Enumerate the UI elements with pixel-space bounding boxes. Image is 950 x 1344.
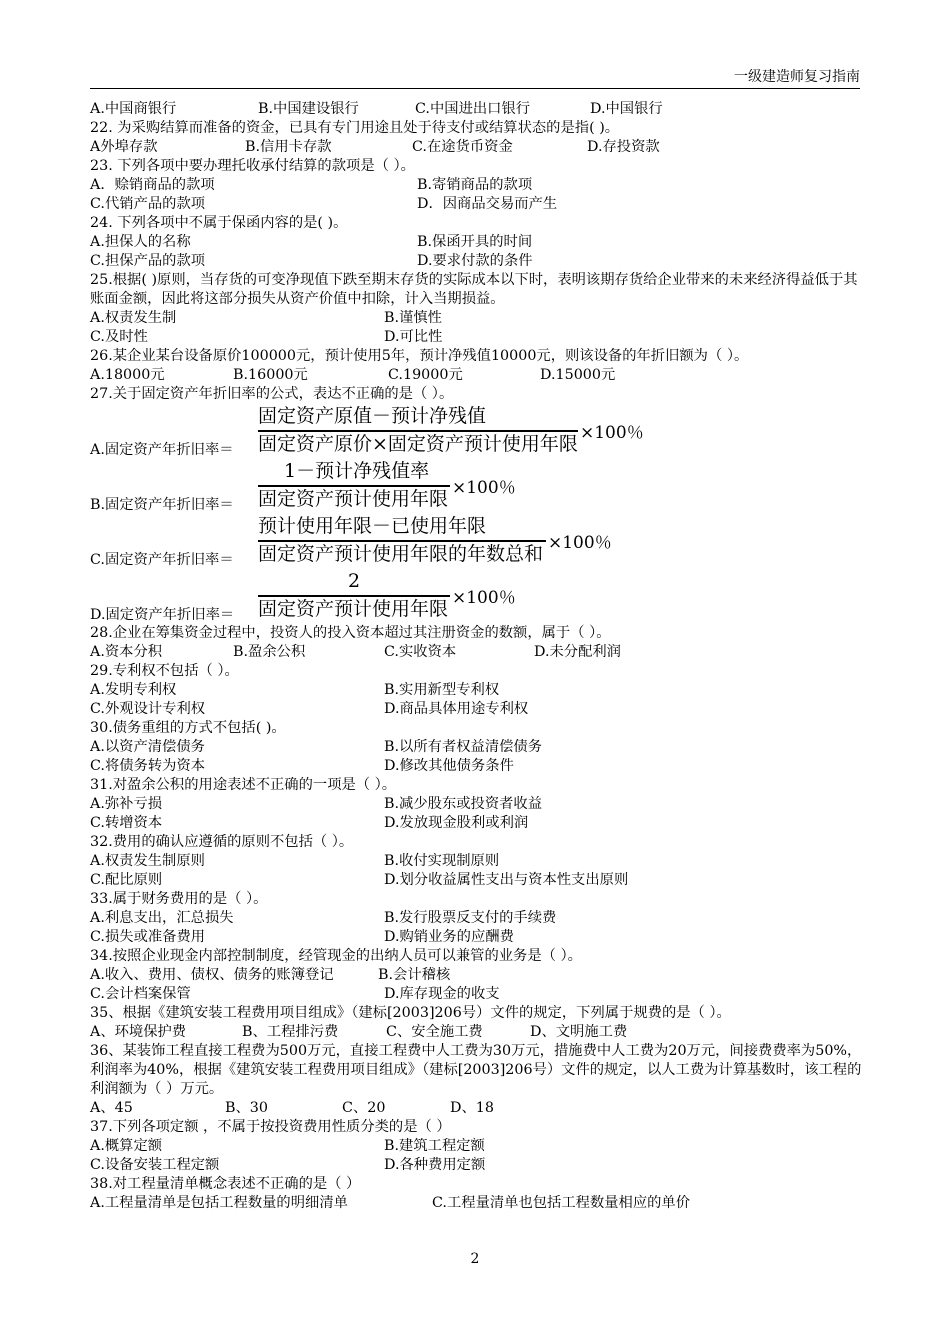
q26-stem: 26.某企业某台设备原价100000元，预计使用5年，预计净残值10000元，则该设备的年折旧额为（ ）。 (90, 348, 749, 364)
q29-option-d: D.商品具体用途专利权 (384, 701, 529, 717)
q33-option-c: C.损失或准备费用 (90, 929, 206, 945)
q34-option-c: C.会计档案保管 (90, 986, 191, 1002)
q33-option-d: D.购销业务的应酬费 (384, 929, 514, 945)
q36-option-b: B、30 (225, 1100, 268, 1116)
q32-option-c: C.配比原则 (90, 872, 163, 888)
q22-option-c: C.在途货币资金 (412, 139, 513, 155)
q27-a-percent: ×100％ (580, 423, 644, 443)
q37-option-d: D.各种费用定额 (384, 1157, 486, 1173)
q29-option-b: B.实用新型专利权 (384, 682, 500, 698)
q30-option-a: A.以资产清偿债务 (90, 739, 205, 755)
q27-b-denominator: 固定资产预计使用年限 (258, 488, 449, 510)
q27-b-percent: ×100％ (452, 478, 516, 498)
q27-stem: 27.关于固定资产年折旧率的公式，表达不正确的是（ ）。 (90, 386, 454, 402)
q25-option-c: C.及时性 (90, 329, 148, 345)
q37-stem: 37.下列各项定额 ，不属于按投资费用性质分类的是（ ） (90, 1119, 451, 1135)
q36-stem: 36、某装饰工程直接工程费为500万元，直接工程费中人工费为30万元，措施费中人工费为20万元，间接费费率为50%，利润率为40%，根据《建筑安装工程费用项目组成》（建标[2003]206号）文件的规定，以人工费为计算基数时，该工程的利润额为（ ）万元。 (90, 1043, 862, 1097)
page-header (90, 63, 860, 89)
q34-options-row1 (90, 966, 870, 985)
q27-a-denominator: 固定资产原价×固定资产预计使用年限 (258, 433, 578, 455)
q23-option-b: B.寄销商品的款项 (417, 177, 533, 193)
q32-stem: 32.费用的确认应遵循的原则不包括（ ）。 (90, 834, 354, 850)
q27-c-percent: ×100％ (548, 533, 612, 553)
q33-option-b: B.发行股票反支付的手续费 (384, 910, 557, 926)
q27-c-numerator: 预计使用年限－已使用年限 (258, 515, 487, 537)
q36-option-d: D、18 (450, 1100, 494, 1116)
q27-a-numerator: 固定资产原值－预计净残值 (258, 405, 487, 427)
q27-b-numerator: 1－预计净残值率 (284, 460, 430, 482)
q27-c-denominator: 固定资产预计使用年限的年数总和 (258, 543, 544, 565)
q26-option-a: A.18000元 (90, 367, 165, 383)
q31-option-a: A.弥补亏损 (90, 796, 163, 812)
page-number: 2 (470, 1251, 480, 1267)
q28-stem: 28.企业在筹集资金过程中，投资人的投入资本超过其注册资金的数额，属于（ ）。 (90, 625, 611, 641)
q28-option-c: C.实收资本 (384, 644, 457, 660)
q23-option-d: D．因商品交易而产生 (417, 196, 558, 212)
q36-option-a: A、45 (90, 1100, 133, 1116)
q37-option-c: C.设备安装工程定额 (90, 1157, 220, 1173)
q30-stem: 30.债务重组的方式不包括( )。 (90, 720, 286, 736)
q26-option-b: B.16000元 (233, 367, 308, 383)
q35-option-a: A、环境保护费 (90, 1024, 187, 1040)
q22-option-d: D.存投资款 (587, 139, 660, 155)
q21-option-d: D.中国银行 (590, 101, 663, 117)
q34-option-d: D.库存现金的收支 (384, 986, 500, 1002)
q34-option-a: A.收入、费用、债权、债务的账簿登记 (90, 967, 334, 983)
q28-option-b: B.盈余公积 (233, 644, 306, 660)
q28-options (90, 643, 870, 662)
q31-options-row1 (90, 795, 870, 814)
q25-option-b: B.谨慎性 (384, 310, 442, 326)
page-content (90, 100, 870, 1213)
header-title: 一级建造师复习指南 (734, 69, 860, 85)
q25-options-row1 (90, 309, 870, 328)
q25-option-d: D.可比性 (384, 329, 443, 345)
q32-options-row1 (90, 852, 870, 871)
q27-formula-c (90, 514, 870, 569)
q35-stem: 35、根据《建筑安装工程费用项目组成》（建标[2003]206号）文件的规定，下列属于规费的是（ ）。 (90, 1005, 731, 1021)
q32-option-b: B.收付实现制原则 (384, 853, 500, 869)
q27-formula-d (90, 569, 870, 624)
q21-option-c: C.中国进出口银行 (415, 101, 531, 117)
q33-options-row1 (90, 909, 870, 928)
q27-d-denominator: 固定资产预计使用年限 (258, 598, 449, 620)
q27-formula-b (90, 459, 870, 514)
q30-option-c: C.将债务转为资本 (90, 758, 206, 774)
q24-options-row1 (90, 233, 870, 252)
q27-option-d-label: D.固定资产年折旧率＝ (90, 607, 235, 623)
q37-option-a: A.概算定额 (90, 1138, 163, 1154)
q37-option-b: B.建筑工程定额 (384, 1138, 485, 1154)
q33-options-row2 (90, 928, 870, 947)
q37-options-row2 (90, 1156, 870, 1175)
q29-option-c: C.外观设计专利权 (90, 701, 206, 717)
q28-option-d: D.未分配利润 (534, 644, 621, 660)
q38-option-a: A.工程量清单是包括工程数量的明细清单 (90, 1195, 348, 1211)
q37-options-row1 (90, 1137, 870, 1156)
q21-options (90, 100, 870, 119)
q27-option-c-label: C.固定资产年折旧率＝ (90, 552, 234, 568)
q25-stem: 25.根据( )原则，当存货的可变净现值下跌至期末存货的实际成本以下时，表明该期存货给企业带来的未来经济得益低于其账面金额，因此将这部分损失从资产价值中扣除，计入当期损益。 (90, 272, 858, 307)
q30-option-b: B.以所有者权益清偿债务 (384, 739, 543, 755)
q28-option-a: A.资本分积 (90, 644, 163, 660)
q22-option-a: A外埠存款 (90, 139, 158, 155)
q25-option-a: A.权责发生制 (90, 310, 177, 326)
q30-option-d: D.修改其他债务条件 (384, 758, 514, 774)
q31-stem: 31.对盈余公积的用途表述不正确的一项是（ ）。 (90, 777, 397, 793)
q23-options-row2 (90, 195, 870, 214)
q35-option-b: B、工程排污费 (242, 1024, 339, 1040)
q38-stem: 38.对工程量清单概念表述不正确的是（ ） (90, 1176, 361, 1192)
q29-options-row2 (90, 700, 870, 719)
q31-option-c: C.转增资本 (90, 815, 163, 831)
q27-d-numerator: 2 (348, 570, 361, 592)
q27-d-percent: ×100％ (452, 588, 516, 608)
q22-stem: 22. 为采购结算而准备的资金，已具有专门用途且处于待支付或结算状态的是指( )。 (90, 120, 620, 136)
q29-option-a: A.发明专利权 (90, 682, 177, 698)
q32-option-d: D.划分收益属性支出与资本性支出原则 (384, 872, 629, 888)
q26-option-d: D.15000元 (540, 367, 616, 383)
q27-option-a-label: A.固定资产年折旧率＝ (90, 442, 234, 458)
q35-option-c: C、安全施工费 (386, 1024, 483, 1040)
q21-option-a: A.中国商银行 (90, 101, 177, 117)
q22-option-b: B.信用卡存款 (245, 139, 332, 155)
q26-options (90, 366, 870, 385)
q27-formula-a (90, 404, 870, 459)
q34-stem: 34.按照企业现金内部控制制度，经管现金的出纳人员可以兼管的业务是（ ）。 (90, 948, 582, 964)
q25-options-row2 (90, 328, 870, 347)
q35-option-d: D、文明施工费 (530, 1024, 628, 1040)
q38-options (90, 1194, 870, 1213)
q36-option-c: C、20 (342, 1100, 386, 1116)
q23-option-c: C.代销产品的款项 (90, 196, 206, 212)
q29-stem: 29.专利权不包括（ ）。 (90, 663, 239, 679)
q26-option-c: C.19000元 (388, 367, 463, 383)
q32-options-row2 (90, 871, 870, 890)
q29-options-row1 (90, 681, 870, 700)
q21-option-b: B.中国建设银行 (258, 101, 359, 117)
q38-option-c: C.工程量清单也包括工程数量相应的单价 (432, 1195, 691, 1211)
q36-options (90, 1099, 870, 1118)
q22-options (90, 138, 870, 157)
q27-option-b-label: B.固定资产年折旧率＝ (90, 497, 234, 513)
q23-options-row1 (90, 176, 870, 195)
q24-option-d: D.要求付款的条件 (417, 253, 533, 269)
q30-options-row1 (90, 738, 870, 757)
q34-option-b: B.会计稽核 (378, 967, 451, 983)
q24-option-c: C.担保产品的款项 (90, 253, 206, 269)
q35-options (90, 1023, 870, 1042)
q30-options-row2 (90, 757, 870, 776)
q24-stem: 24. 下列各项中不属于保函内容的是( )。 (90, 215, 348, 231)
q31-options-row2 (90, 814, 870, 833)
q24-option-a: A.担保人的名称 (90, 234, 191, 250)
q23-stem: 23. 下列各项中要办理托收承付结算的款项是（ ）。 (90, 158, 415, 174)
q32-option-a: A.权责发生制原则 (90, 853, 205, 869)
q34-options-row2 (90, 985, 870, 1004)
q24-option-b: B.保函开具的时间 (417, 234, 533, 250)
q31-option-b: B.减少股东或投资者收益 (384, 796, 543, 812)
q33-stem: 33.属于财务费用的是（ ）。 (90, 891, 268, 907)
q24-options-row2 (90, 252, 870, 271)
q31-option-d: D.发放现金股利或利润 (384, 815, 529, 831)
q33-option-a: A.利息支出，汇总损失 (90, 910, 234, 926)
q23-option-a: A．赊销商品的款项 (90, 177, 215, 193)
